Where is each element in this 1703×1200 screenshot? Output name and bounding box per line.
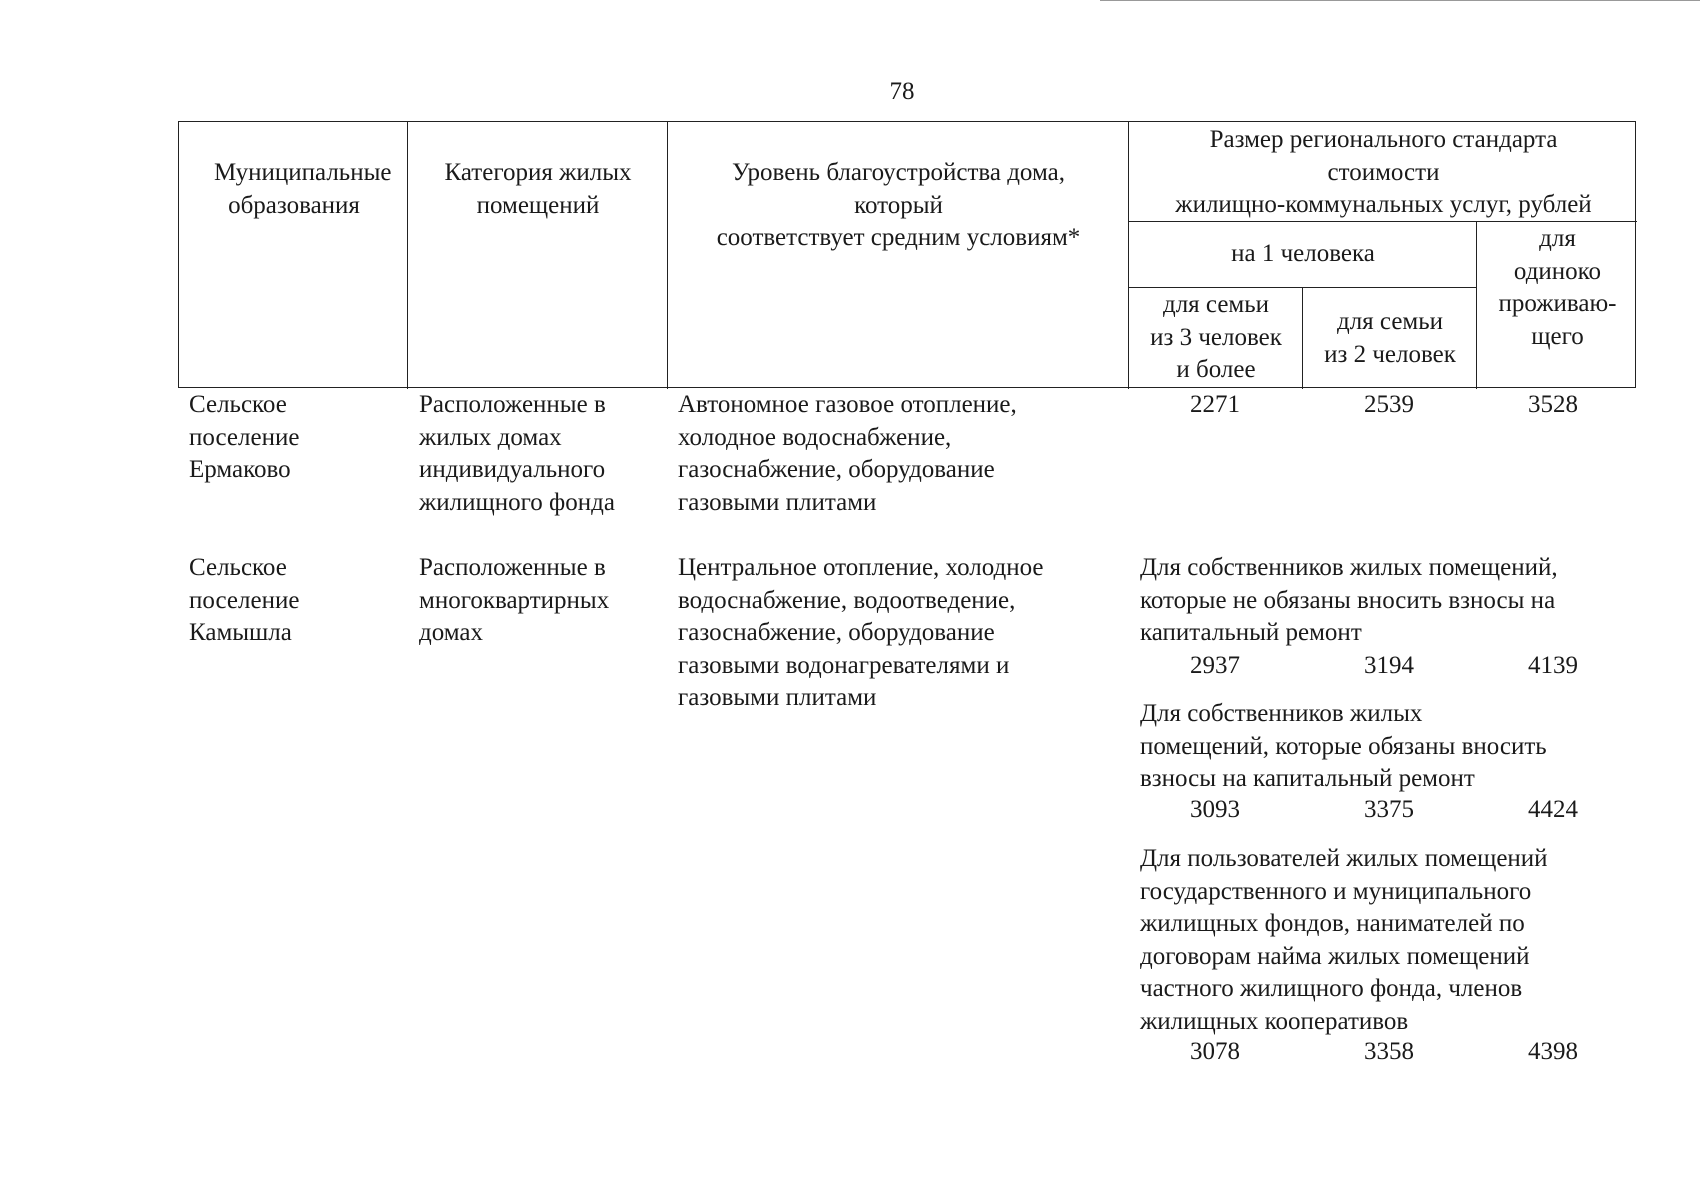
- cell-text-line: многоквартирных: [419, 586, 610, 614]
- tariff-group-label: [1140, 552, 1558, 650]
- value-single: 4139: [1528, 652, 1578, 679]
- header-text-line: щего: [1531, 322, 1584, 350]
- header-text-line: жилищно-коммунальных услуг, рублей: [1175, 191, 1592, 218]
- cell-text-line: водоснабжение, водоотведение,: [678, 586, 1016, 614]
- comfort-cell: [678, 389, 1017, 519]
- header-text-line: Размер регионального стандарта: [1209, 126, 1558, 153]
- category-cell: [419, 389, 615, 519]
- cell-text-line: Ермаково: [189, 456, 291, 483]
- cell-text-line: которые не обязаны вносить взносы на: [1140, 586, 1556, 614]
- cell-text-line: домах: [419, 619, 483, 646]
- header-text-line: и более: [1176, 356, 1256, 383]
- cell-text-line: Сельское: [189, 391, 287, 418]
- cell-text-line: газоснабжение, оборудование: [678, 619, 995, 646]
- cell-text-line: индивидуального: [419, 456, 606, 483]
- cell-text-line: поселение: [189, 586, 300, 614]
- header-text-line: из 2 человек: [1324, 340, 1456, 368]
- cell-text-line: жилых домах: [419, 423, 562, 451]
- tariff-group-label: [1140, 698, 1547, 796]
- value-family-2: 3194: [1364, 652, 1414, 679]
- value-single: 4398: [1528, 1038, 1578, 1065]
- value-family-3: 3078: [1190, 1038, 1240, 1065]
- header-category: [409, 157, 667, 222]
- column-divider: [667, 122, 668, 389]
- cell-text-line: капитальный ремонт: [1140, 619, 1362, 646]
- cell-text-line: частного жилищного фонда, членов: [1140, 975, 1523, 1002]
- scan-edge-line: [1100, 0, 1700, 1]
- header-text-line: из 3 человек: [1150, 323, 1282, 351]
- header-text-line: проживаю-: [1498, 290, 1617, 317]
- cell-text-line: поселение: [189, 423, 300, 451]
- column-divider: [1302, 287, 1303, 389]
- header-per-person: на 1 человека: [1231, 240, 1375, 267]
- header-text: Категория жилых помещений: [444, 159, 632, 219]
- cell-text-line: жилищного фонда: [419, 488, 615, 516]
- comfort-cell: [678, 552, 1044, 715]
- value-family-3: 3093: [1190, 796, 1240, 823]
- cell-text-line: Камышла: [189, 619, 292, 646]
- header-single: [1478, 223, 1637, 353]
- header-text-line: для семьи: [1336, 308, 1444, 335]
- header-text-line: одиноко: [1513, 257, 1602, 285]
- value-single: 3528: [1528, 391, 1578, 418]
- header-text-line: для семьи: [1162, 291, 1270, 318]
- cell-text-line: газовыми плитами: [678, 684, 877, 711]
- cell-text-line: Расположенные в: [419, 554, 606, 581]
- header-text-line: стоимости: [1327, 158, 1440, 186]
- cell-text-line: Для собственников жилых помещений,: [1140, 554, 1558, 581]
- tariff-group-label: [1140, 843, 1548, 1038]
- municipality-cell: [189, 552, 299, 650]
- header-municipality: [181, 157, 407, 222]
- cell-text-line: жилищных кооперативов: [1140, 1007, 1409, 1035]
- category-cell: [419, 552, 609, 650]
- value-family-3: 2271: [1190, 391, 1240, 418]
- header-text-line: который: [854, 191, 943, 219]
- column-divider: [1128, 122, 1129, 389]
- cell-text-line: холодное водоснабжение,: [678, 423, 952, 451]
- value-family-2: 2539: [1364, 391, 1414, 418]
- cell-text-line: Автономное газовое отопление,: [678, 391, 1017, 418]
- cell-text-line: Для пользователей жилых помещений: [1140, 845, 1548, 872]
- page-number: 78: [889, 78, 915, 105]
- header-text-line: Уровень благоустройства дома,: [732, 159, 1065, 186]
- cell-text-line: жилищных фондов, нанимателей по: [1140, 910, 1525, 937]
- cell-text-line: помещений, которые обязаны вносить: [1140, 732, 1547, 760]
- cell-text-line: государственного и муниципального: [1140, 877, 1532, 905]
- header-text-line: соответствует средним условиям*: [716, 224, 1081, 251]
- header-family-3: [1130, 289, 1302, 387]
- header-text-line: для: [1539, 225, 1576, 252]
- cell-text-line: Сельское: [189, 554, 287, 581]
- value-family-2: 3358: [1364, 1038, 1414, 1065]
- value-single: 4424: [1528, 796, 1578, 823]
- column-divider: [1476, 221, 1477, 389]
- cell-text-line: Расположенные в: [419, 391, 606, 418]
- header-family-2: [1304, 306, 1476, 371]
- cell-text-line: Для собственников жилых: [1140, 700, 1423, 727]
- cell-text-line: Центральное отопление, холодное: [678, 554, 1044, 581]
- cell-text-line: газовыми водонагревателями и: [678, 651, 1010, 679]
- cell-text-line: взносы на капитальный ремонт: [1140, 765, 1475, 792]
- municipality-cell: [189, 389, 299, 487]
- cell-text-line: газоснабжение, оборудование: [678, 456, 995, 483]
- cell-text-line: газовыми плитами: [678, 488, 877, 516]
- cell-text-line: договорам найма жилых помещений: [1140, 942, 1530, 970]
- value-family-2: 3375: [1364, 796, 1414, 823]
- value-family-3: 2937: [1190, 652, 1240, 679]
- header-standard: [1130, 124, 1637, 222]
- header-text: Муниципальные образования: [214, 159, 392, 219]
- column-divider: [407, 122, 408, 389]
- table-header: [178, 121, 1636, 388]
- header-comfort: [669, 157, 1128, 255]
